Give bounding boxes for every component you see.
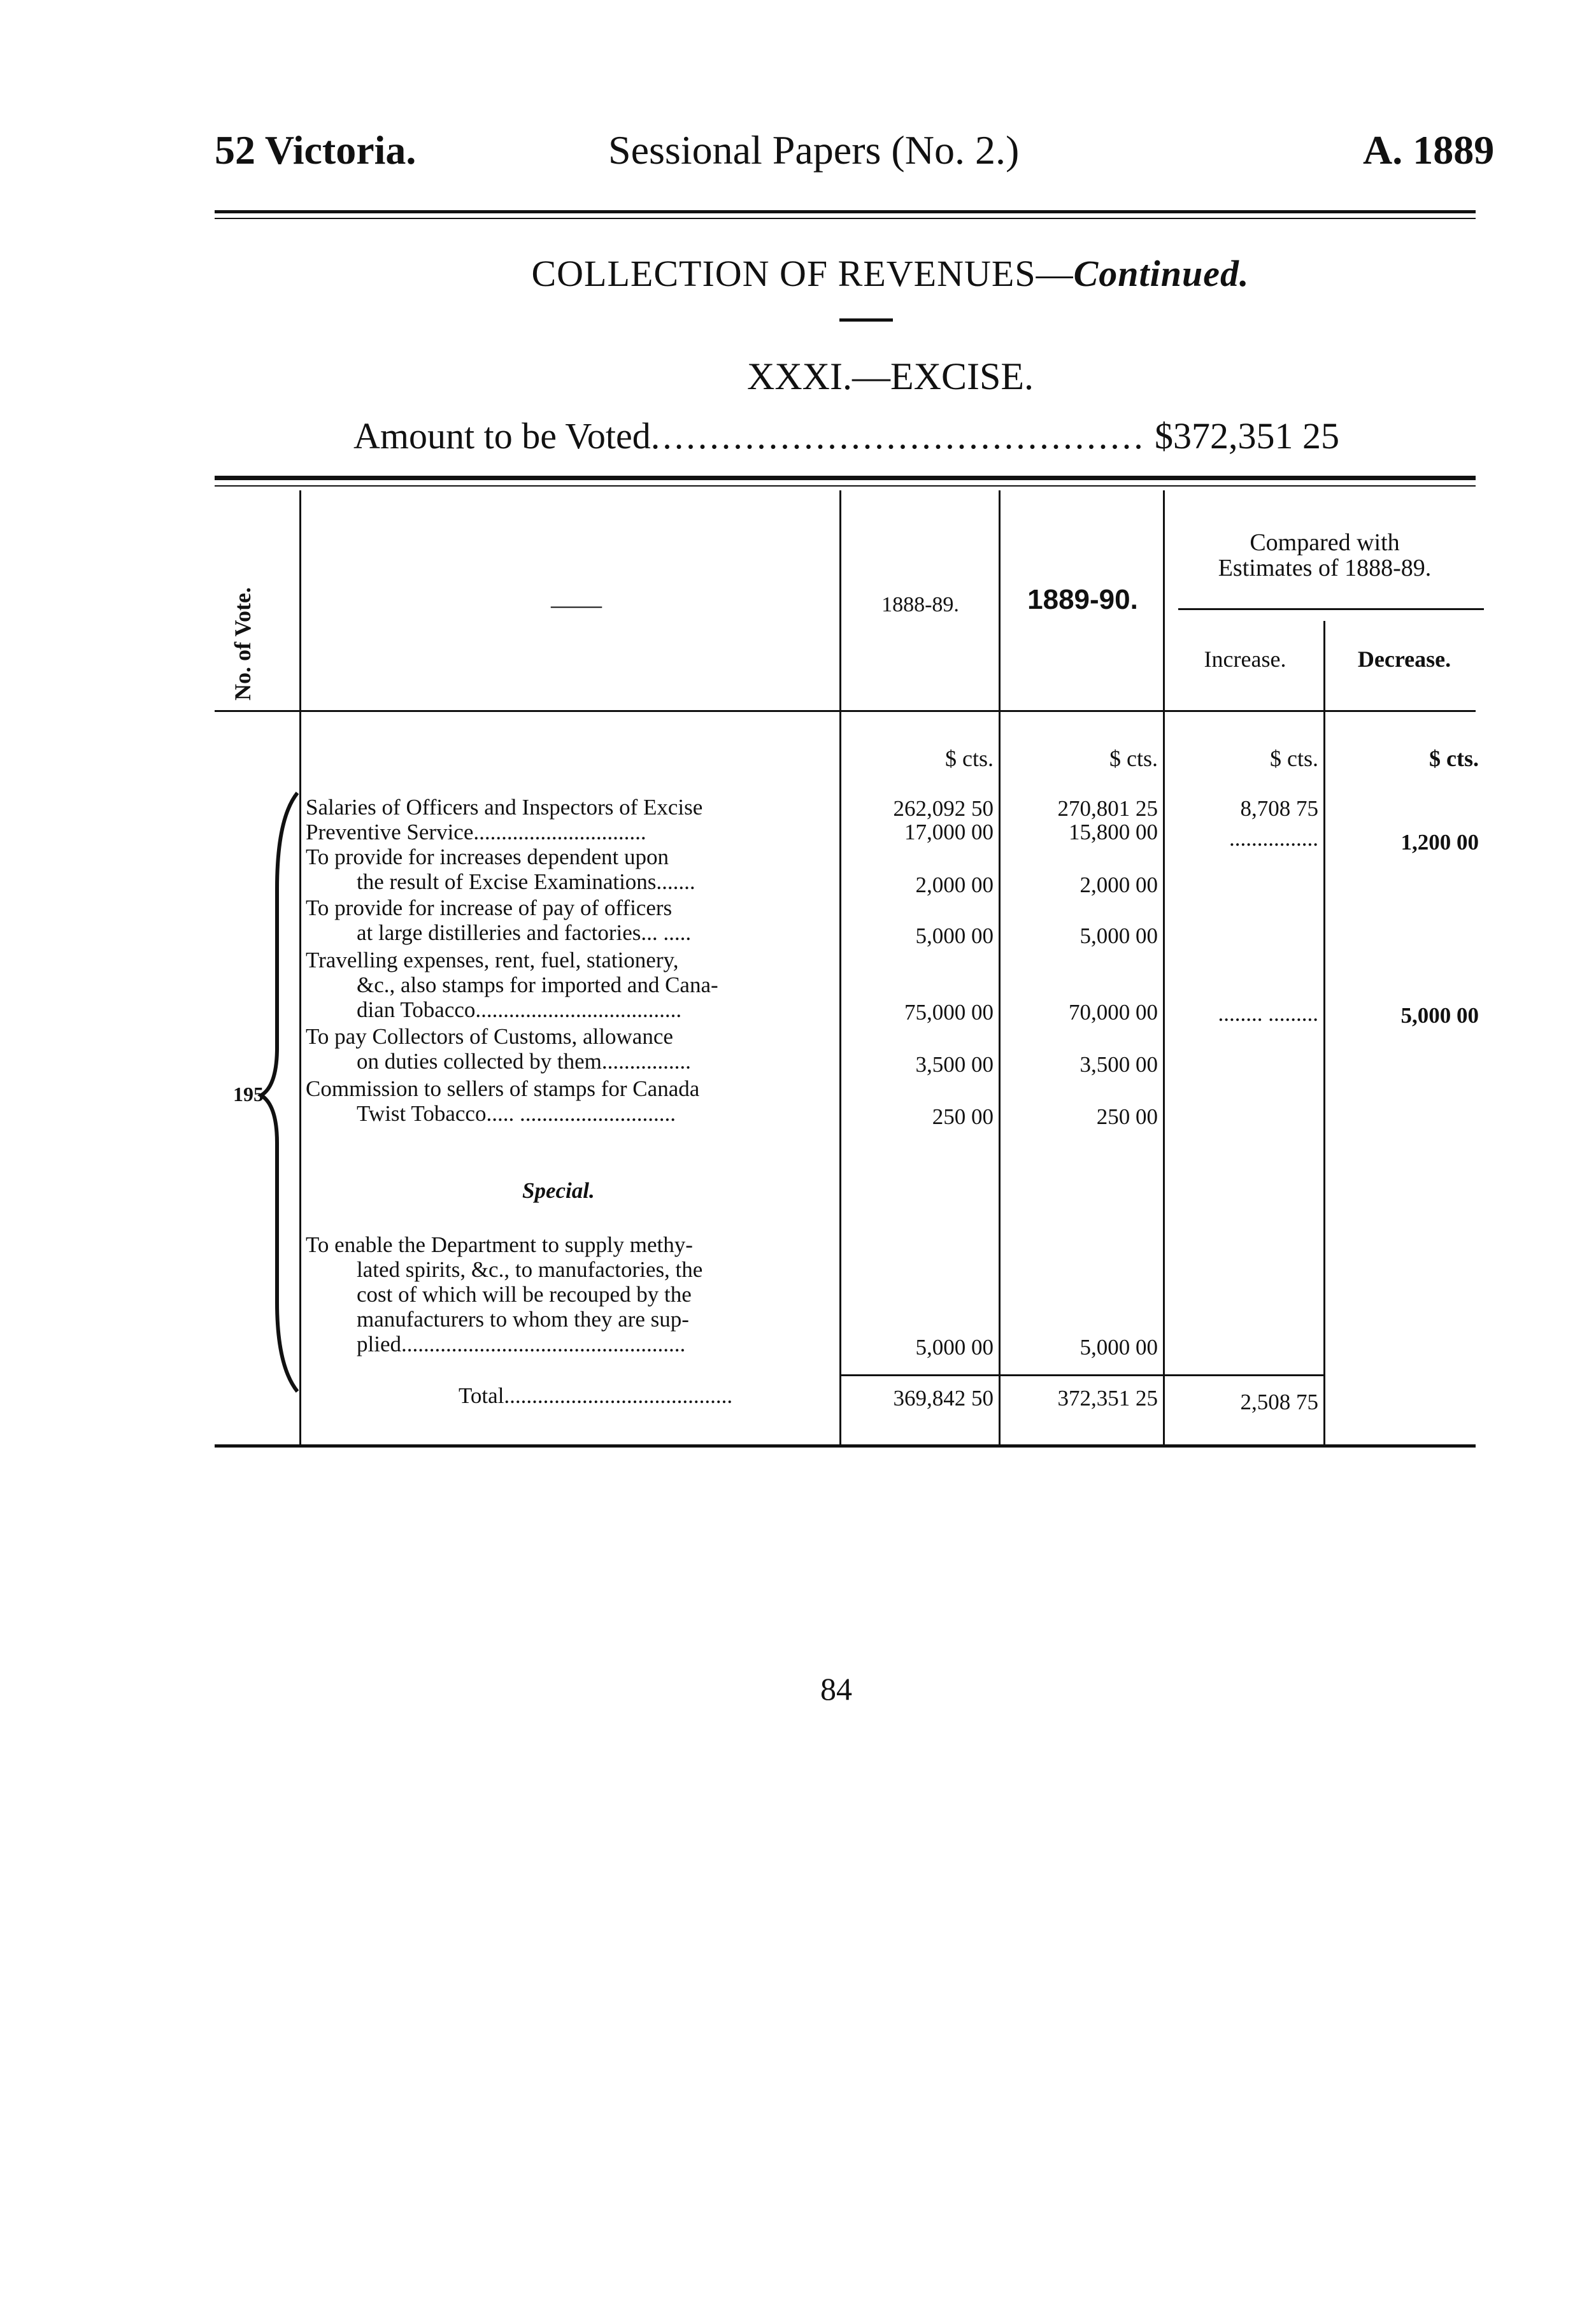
row-methylated-1888: 5,000 00 xyxy=(915,1335,994,1360)
row-collectors-line1: To pay Collectors of Customs, allowance xyxy=(306,1024,673,1049)
row-examinations xyxy=(306,844,834,894)
page-title xyxy=(0,252,1596,296)
vote-number: 195 xyxy=(233,1083,264,1106)
row-preventive-1888: 17,000 00 xyxy=(904,820,994,844)
row-methylated-line1: To enable the Department to supply methy- xyxy=(306,1232,693,1257)
sessional-papers-header: Sessional Papers (No. 2.) xyxy=(608,127,1020,173)
row-travelling-line1: Travelling expenses, rent, fuel, stationery, xyxy=(306,948,679,972)
compared-heading-line2: Estimates of 1888-89. xyxy=(1218,555,1432,581)
column-divider-increase xyxy=(1323,621,1325,1446)
row-travelling-line3: dian Tobacco..................................... xyxy=(357,997,682,1022)
vote-number-heading: No. of Vote. xyxy=(230,587,255,701)
row-examinations-1888: 2,000 00 xyxy=(915,872,994,897)
row-officers-pay xyxy=(306,895,834,945)
row-officers-pay-1889: 5,000 00 xyxy=(1079,923,1158,948)
column-divider-1888 xyxy=(999,490,1001,1446)
row-preventive-line: Preventive Service............................... xyxy=(306,820,646,844)
col-1888-heading: 1888-89. xyxy=(881,593,959,616)
row-collectors-1888: 3,500 00 xyxy=(915,1052,994,1077)
decrease-heading: Decrease. xyxy=(1357,646,1451,672)
table-top-rule-thin xyxy=(215,485,1476,487)
row-commission-1888: 250 00 xyxy=(932,1104,994,1129)
row-travelling-increase: ........ ......... xyxy=(1218,1001,1318,1026)
vote-brace xyxy=(258,793,303,1391)
row-officers-pay-line1: To provide for increase of pay of officers xyxy=(306,895,673,920)
amount-to-be-voted xyxy=(353,414,1339,459)
compared-heading-line1: Compared with xyxy=(1250,529,1400,556)
unit-decrease: $ cts. xyxy=(1429,746,1479,771)
row-commission-1889: 250 00 xyxy=(1096,1104,1158,1129)
compared-underline xyxy=(1178,608,1484,610)
row-travelling xyxy=(306,948,834,1022)
row-preventive-increase: ................ xyxy=(1229,826,1318,851)
row-preventive-decrease: 1,200 00 xyxy=(1400,830,1479,855)
row-methylated-1889: 5,000 00 xyxy=(1079,1335,1158,1360)
title-continued: Continued. xyxy=(1073,253,1250,294)
total-1889: 372,351 25 xyxy=(1057,1386,1158,1411)
amount-label: Amount to be Voted xyxy=(353,415,651,457)
year-header: A. 1889 xyxy=(1363,127,1495,173)
row-examinations-line1: To provide for increases dependent upon xyxy=(306,844,669,869)
row-travelling-1888: 75,000 00 xyxy=(904,1000,994,1025)
column-divider-desc xyxy=(839,490,841,1446)
row-methylated-line5: plied................................................... xyxy=(357,1332,686,1356)
row-commission xyxy=(306,1076,834,1126)
row-methylated-line3: cost of which will be recouped by the xyxy=(357,1282,692,1307)
row-preventive xyxy=(306,820,834,844)
row-salaries xyxy=(306,795,834,820)
session-header: 52 Victoria. xyxy=(215,127,417,173)
row-salaries-increase: 8,708 75 xyxy=(1240,796,1318,821)
row-methylated-line2: lated spirits, &c., to manufactories, the xyxy=(357,1257,703,1282)
header-rule xyxy=(215,210,1476,213)
row-travelling-1889: 70,000 00 xyxy=(1069,1000,1158,1025)
row-salaries-line: Salaries of Officers and Inspectors of Excise xyxy=(306,795,703,820)
unit-1889: $ cts. xyxy=(1109,746,1158,771)
row-travelling-decrease: 5,000 00 xyxy=(1400,1003,1479,1028)
header-bottom-rule xyxy=(215,710,1476,712)
row-commission-line2: Twist Tobacco..... ............................ xyxy=(357,1101,676,1126)
header-rule-thin xyxy=(215,218,1476,219)
row-preventive-1889: 15,800 00 xyxy=(1069,820,1158,844)
row-examinations-line2: the result of Excise Examinations....... xyxy=(357,869,695,894)
row-collectors-line2: on duties collected by them................ xyxy=(357,1049,691,1074)
table-top-rule xyxy=(215,476,1476,480)
table-bottom-rule xyxy=(215,1444,1476,1448)
page-number: 84 xyxy=(820,1671,852,1707)
row-travelling-line2: &c., also stamps for imported and Cana- xyxy=(357,972,718,997)
row-commission-line1: Commission to sellers of stamps for Canada xyxy=(306,1076,700,1101)
total-increase: 2,508 75 xyxy=(1240,1390,1318,1414)
special-label: Special. xyxy=(522,1178,595,1203)
row-collectors xyxy=(306,1024,834,1074)
row-methylated xyxy=(306,1232,834,1356)
col-1889-heading: 1889-90. xyxy=(1027,584,1138,615)
row-examinations-1889: 2,000 00 xyxy=(1079,872,1158,897)
subtotal-rule xyxy=(839,1374,1323,1376)
unit-increase: $ cts. xyxy=(1270,746,1318,771)
column-divider-1889 xyxy=(1163,490,1165,1446)
row-officers-pay-line2: at large distilleries and factories... ..... xyxy=(357,920,692,945)
amount-leader-dots: .......................................... xyxy=(650,415,1146,457)
description-heading-dash: —— xyxy=(551,590,602,619)
row-salaries-1889: 270,801 25 xyxy=(1057,796,1158,821)
total-label: Total......................................... xyxy=(459,1383,733,1408)
amount-value: $372,351 25 xyxy=(1155,415,1339,457)
section-subtitle: XXXI.—EXCISE. xyxy=(747,355,1034,397)
title-main: COLLECTION OF REVENUES— xyxy=(531,253,1074,294)
row-collectors-1889: 3,500 00 xyxy=(1079,1052,1158,1077)
title-divider xyxy=(839,318,893,322)
unit-1888: $ cts. xyxy=(945,746,994,771)
row-salaries-1888: 262,092 50 xyxy=(893,796,994,821)
row-methylated-line4: manufacturers to whom they are sup- xyxy=(357,1307,689,1332)
total-1888: 369,842 50 xyxy=(893,1386,994,1411)
increase-heading: Increase. xyxy=(1204,646,1286,672)
row-officers-pay-1888: 5,000 00 xyxy=(915,923,994,948)
